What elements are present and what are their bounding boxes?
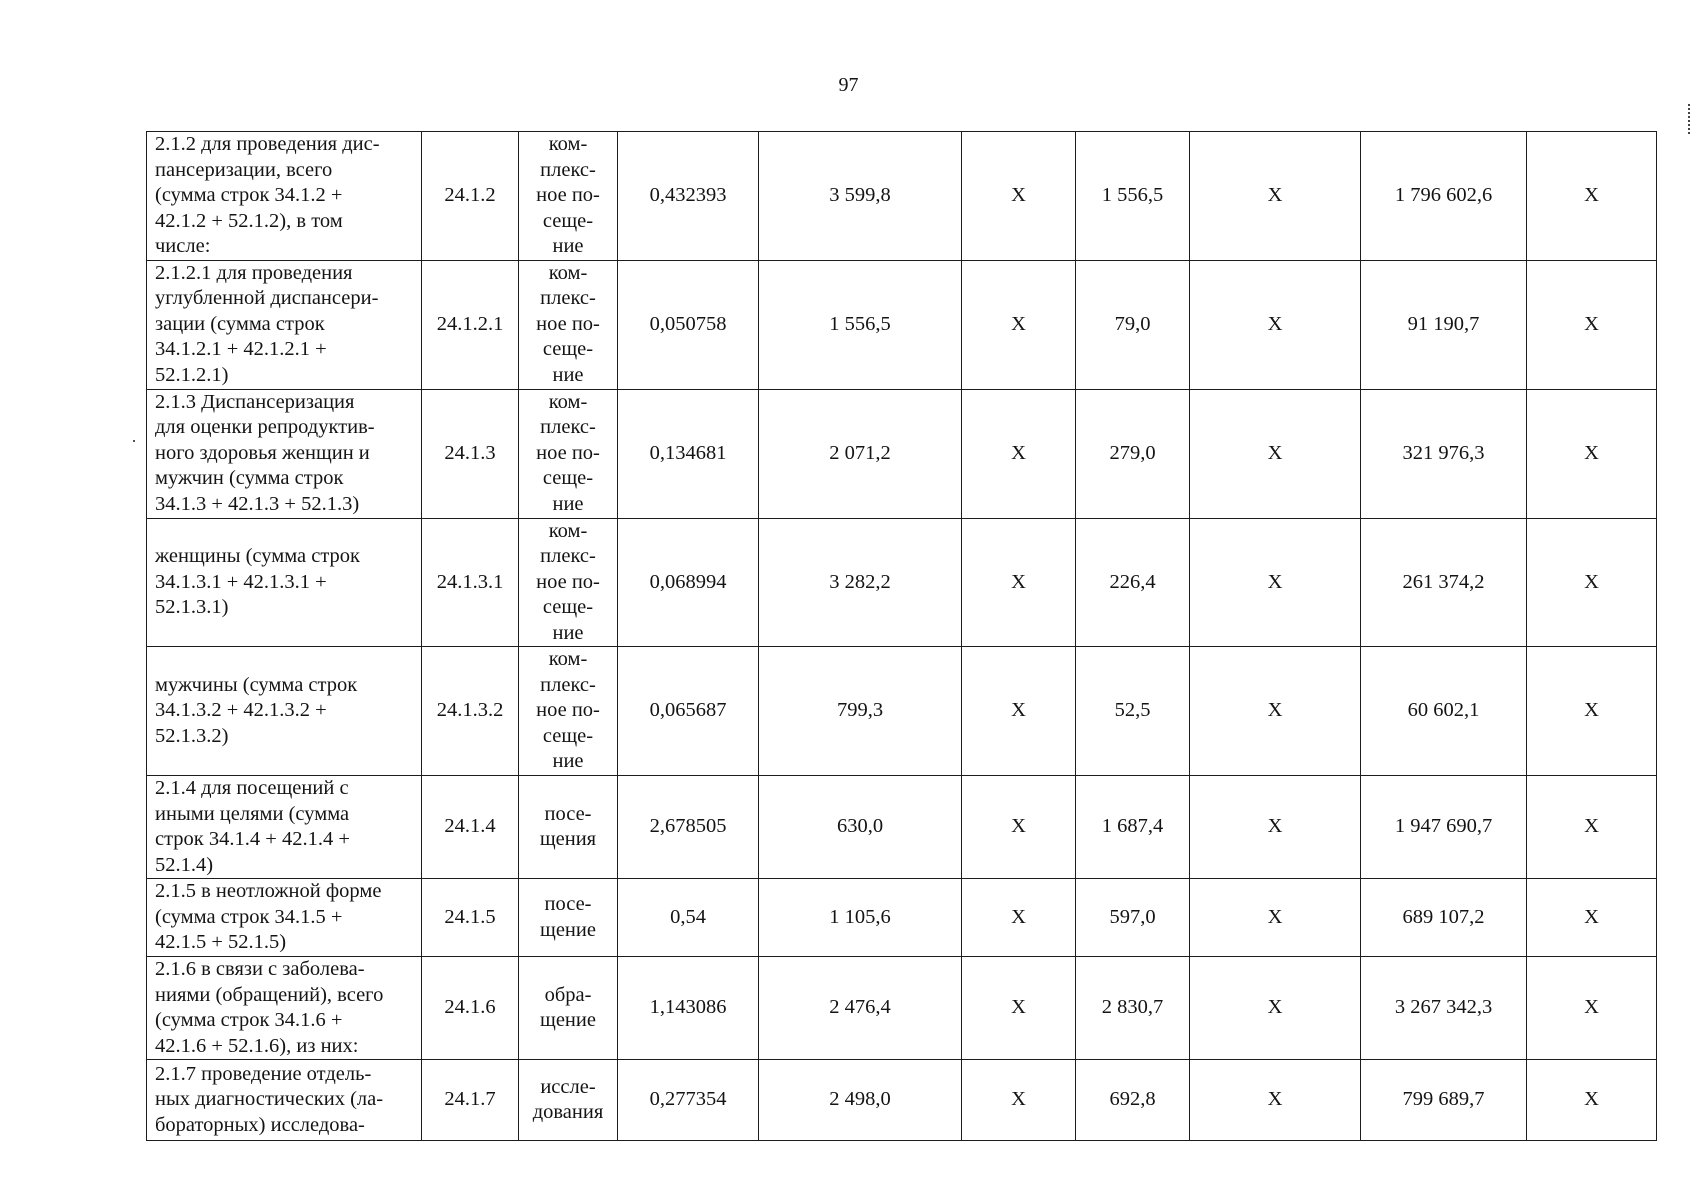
row-unit: иссле- дования: [519, 1060, 618, 1141]
row-total-value: 689 107,2: [1361, 879, 1527, 957]
row-per-capita-value: 597,0: [1076, 879, 1190, 957]
row-unit: посе- щение: [519, 879, 618, 957]
row-x-mark: X: [1190, 132, 1361, 261]
row-x-mark: X: [1190, 647, 1361, 776]
row-x-mark: X: [962, 132, 1076, 261]
row-x-mark: X: [1190, 879, 1361, 957]
page-number: 97: [838, 74, 859, 96]
row-x-mark: X: [962, 879, 1076, 957]
row-norm-value: 0,54: [618, 879, 759, 957]
row-label: женщины (сумма строк 34.1.3.1 + 42.1.3.1 + 52.1.3.1): [147, 518, 422, 647]
row-x-mark: X: [962, 776, 1076, 879]
row-code: 24.1.5: [422, 879, 519, 957]
row-per-capita-value: 52,5: [1076, 647, 1190, 776]
row-code: 24.1.3: [422, 389, 519, 518]
row-cost-value: 3 282,2: [759, 518, 962, 647]
row-norm-value: 2,678505: [618, 776, 759, 879]
row-label: 2.1.4 для посещений с иными целями (сумма строк 34.1.4 + 42.1.4 + 52.1.4): [147, 776, 422, 879]
row-cost-value: 1 105,6: [759, 879, 962, 957]
row-unit: обра- щение: [519, 957, 618, 1060]
row-cost-value: 2 071,2: [759, 389, 962, 518]
table-row: [147, 518, 1657, 647]
row-x-mark: X: [1527, 879, 1657, 957]
row-code: 24.1.2.1: [422, 260, 519, 389]
row-x-mark: X: [1190, 957, 1361, 1060]
row-x-mark: X: [1190, 1060, 1361, 1141]
row-cost-value: 630,0: [759, 776, 962, 879]
row-norm-value: 0,277354: [618, 1060, 759, 1141]
row-x-mark: X: [1527, 1060, 1657, 1141]
row-code: 24.1.3.2: [422, 647, 519, 776]
row-unit: ком- плекс- ное по- сеще- ние: [519, 647, 618, 776]
row-norm-value: 0,068994: [618, 518, 759, 647]
row-norm-value: 0,432393: [618, 132, 759, 261]
row-unit: ком- плекс- ное по- сеще- ние: [519, 132, 618, 261]
row-x-mark: X: [962, 518, 1076, 647]
row-x-mark: X: [1527, 132, 1657, 261]
row-cost-value: 1 556,5: [759, 260, 962, 389]
row-per-capita-value: 1 687,4: [1076, 776, 1190, 879]
row-total-value: 91 190,7: [1361, 260, 1527, 389]
row-x-mark: X: [962, 260, 1076, 389]
scan-edge-mark: [1688, 104, 1693, 134]
table-row: [147, 776, 1657, 879]
table-row: [147, 879, 1657, 957]
row-cost-value: 799,3: [759, 647, 962, 776]
row-unit: ком- плекс- ное по- сеще- ние: [519, 389, 618, 518]
row-norm-value: 0,065687: [618, 647, 759, 776]
row-code: 24.1.3.1: [422, 518, 519, 647]
table-row: [147, 389, 1657, 518]
table-row: [147, 260, 1657, 389]
row-code: 24.1.2: [422, 132, 519, 261]
row-x-mark: X: [1190, 389, 1361, 518]
row-x-mark: X: [1527, 260, 1657, 389]
row-per-capita-value: 279,0: [1076, 389, 1190, 518]
row-label: 2.1.5 в неотложной форме (сумма строк 34.1.5 + 42.1.5 + 52.1.5): [147, 879, 422, 957]
row-unit: посе- щения: [519, 776, 618, 879]
row-x-mark: X: [1527, 647, 1657, 776]
row-x-mark: X: [1527, 518, 1657, 647]
row-unit: ком- плекс- ное по- сеще- ние: [519, 260, 618, 389]
row-per-capita-value: 1 556,5: [1076, 132, 1190, 261]
row-label: мужчины (сумма строк 34.1.3.2 + 42.1.3.2 + 52.1.3.2): [147, 647, 422, 776]
row-label: 2.1.6 в связи с заболева- ниями (обращений), всего (сумма строк 34.1.6 + 42.1.6 + 52.1.6), из них:: [147, 957, 422, 1060]
row-x-mark: X: [962, 1060, 1076, 1141]
row-label: 2.1.2 для проведения дис- пансеризации, всего (сумма строк 34.1.2 + 42.1.2 + 52.1.2), в том числе:: [147, 132, 422, 261]
row-cost-value: 3 599,8: [759, 132, 962, 261]
row-x-mark: X: [1527, 776, 1657, 879]
table-body: [147, 132, 1657, 1141]
row-x-mark: X: [1527, 957, 1657, 1060]
row-cost-value: 2 476,4: [759, 957, 962, 1060]
row-x-mark: X: [962, 647, 1076, 776]
row-x-mark: X: [1190, 518, 1361, 647]
row-label: 2.1.2.1 для проведения углубленной диспансери- зации (сумма строк 34.1.2.1 + 42.1.2.1 + 52.1.2.1): [147, 260, 422, 389]
row-code: 24.1.7: [422, 1060, 519, 1141]
row-total-value: 1 947 690,7: [1361, 776, 1527, 879]
row-cost-value: 2 498,0: [759, 1060, 962, 1141]
row-code: 24.1.6: [422, 957, 519, 1060]
row-total-value: 1 796 602,6: [1361, 132, 1527, 261]
row-per-capita-value: 79,0: [1076, 260, 1190, 389]
table-row: [147, 957, 1657, 1060]
row-x-mark: X: [1190, 260, 1361, 389]
row-norm-value: 1,143086: [618, 957, 759, 1060]
row-x-mark: X: [1190, 776, 1361, 879]
row-total-value: 60 602,1: [1361, 647, 1527, 776]
table-row: [147, 647, 1657, 776]
row-x-mark: X: [962, 957, 1076, 1060]
scan-dot: [133, 440, 135, 442]
row-per-capita-value: 2 830,7: [1076, 957, 1190, 1060]
table-row: [147, 132, 1657, 261]
row-code: 24.1.4: [422, 776, 519, 879]
row-per-capita-value: 226,4: [1076, 518, 1190, 647]
row-x-mark: X: [962, 389, 1076, 518]
row-total-value: 261 374,2: [1361, 518, 1527, 647]
row-total-value: 799 689,7: [1361, 1060, 1527, 1141]
table-row: [147, 1060, 1657, 1141]
row-per-capita-value: 692,8: [1076, 1060, 1190, 1141]
row-unit: ком- плекс- ное по- сеще- ние: [519, 518, 618, 647]
row-norm-value: 0,134681: [618, 389, 759, 518]
row-x-mark: X: [1527, 389, 1657, 518]
row-norm-value: 0,050758: [618, 260, 759, 389]
row-label: 2.1.7 проведение отдель- ных диагностических (ла- бораторных) исследова-: [147, 1060, 422, 1141]
row-total-value: 3 267 342,3: [1361, 957, 1527, 1060]
row-total-value: 321 976,3: [1361, 389, 1527, 518]
row-label: 2.1.3 Диспансеризация для оценки репродуктив- ного здоровья женщин и мужчин (сумма строк 34.1.3 + 42.1.3 + 52.1.3): [147, 389, 422, 518]
data-table: [146, 131, 1657, 1141]
